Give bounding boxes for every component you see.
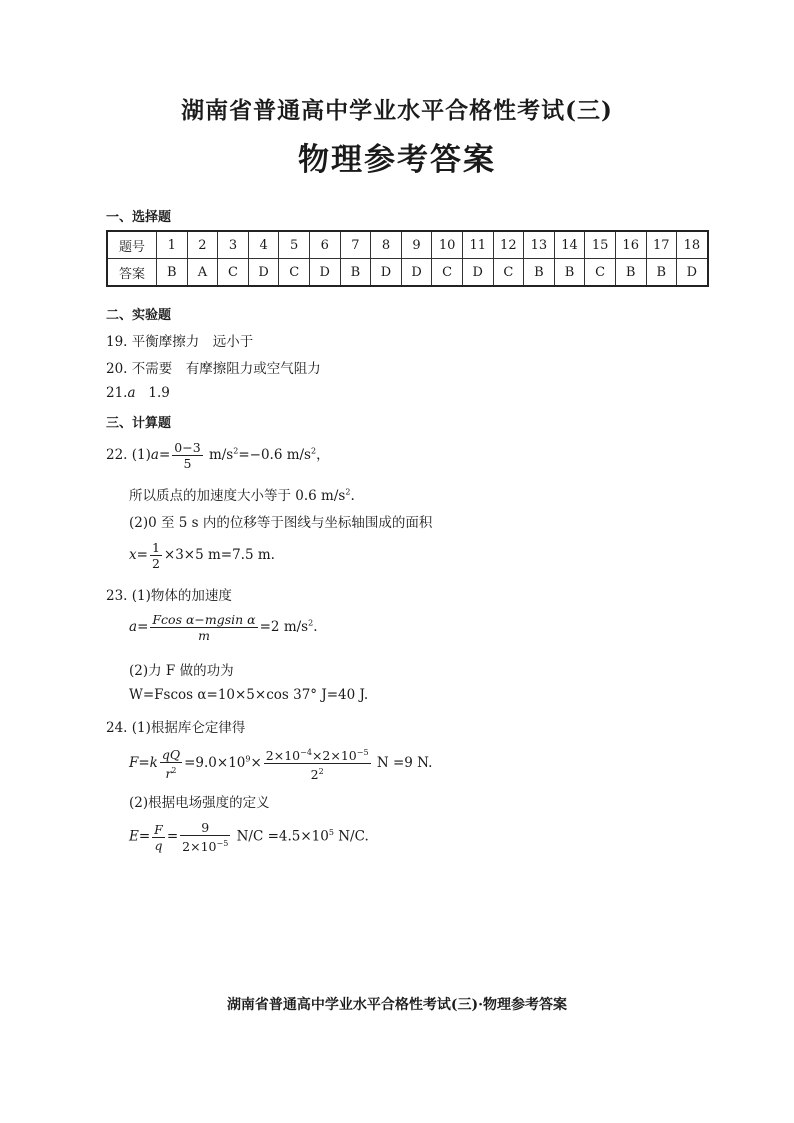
question-number-cell: 13 [524, 231, 555, 259]
q24-e2-den-wrap [180, 836, 230, 854]
question-number-cell: 16 [615, 231, 646, 259]
q24-e-num: F [154, 821, 163, 837]
q23-frac-num: Fcos α−mgsin α [152, 612, 256, 627]
q22-frac-den: 5 [183, 456, 192, 471]
q23-rest-end: . [313, 619, 318, 635]
q22-unit: m/s [204, 447, 234, 463]
q24-exp-m5: −5 [356, 748, 369, 757]
page-footer: 湖南省普通高中学业水平合格性考试(三)·物理参考答案 [226, 997, 568, 1013]
answer-cell: B [524, 259, 555, 287]
q24-frac1 [160, 747, 182, 781]
answer-cell: D [248, 259, 279, 287]
q22-line2-end: . [350, 488, 355, 504]
answer-22-line2 [129, 484, 355, 504]
answer-cell: B [157, 259, 188, 287]
answer-21-variable: a [127, 385, 136, 401]
q24-e-eq: = [166, 828, 179, 845]
q22-x-rest: ×3×5 m=7.5 m. [163, 547, 275, 563]
question-number-cell: 4 [248, 231, 279, 259]
answer-cell: D [309, 259, 340, 287]
q23-fraction [150, 612, 257, 643]
answer-cell: C [218, 259, 249, 287]
section-heading-calculation: 三、计算题 [106, 416, 172, 431]
section-heading-experiment: 二、实验题 [106, 308, 172, 323]
answer-cell: B [554, 259, 585, 287]
answer-23-part2: (2)力 F 做的功为 [129, 663, 234, 679]
question-number-cell: 11 [462, 231, 493, 259]
answer-24-part2: (2)根据电场强度的定义 [129, 795, 270, 811]
question-number-cell: 6 [309, 231, 340, 259]
page-subtitle: 物理参考答案 [298, 142, 496, 178]
q24-f1-num: qQ [161, 746, 181, 762]
question-number-cell: 17 [646, 231, 677, 259]
question-number-cell: 8 [371, 231, 402, 259]
answer-cell: D [401, 259, 432, 287]
q24-exp-m4: −4 [300, 748, 312, 757]
question-number-cell: 14 [554, 231, 585, 259]
question-number-cell: 3 [218, 231, 249, 259]
answer-cell: D [677, 259, 708, 287]
q24-exp9: 9 [245, 754, 251, 764]
q24-e-frac2 [180, 820, 230, 854]
q22-sq-1: 2 [233, 446, 239, 456]
q24-f2-den-wrap [264, 764, 371, 782]
q24-f1-sq: 2 [171, 765, 177, 775]
q24-frac2 [264, 745, 371, 782]
q22-sq-3: 2 [345, 487, 351, 497]
answer-cell: C [279, 259, 310, 287]
q22-eq: = [158, 447, 171, 463]
q22-result: =−0.6 m/s [238, 447, 311, 463]
q22-half-num: 1 [151, 540, 160, 555]
question-number-cell: 12 [493, 231, 524, 259]
answer-21-value: 1.9 [148, 385, 170, 401]
q23-rest: =2 m/s [259, 619, 309, 635]
q22-prefix: 22. (1) [106, 447, 151, 463]
answer-cell: D [371, 259, 402, 287]
q24-times: × [250, 755, 262, 772]
q22-frac-num: 0−3 [174, 440, 201, 455]
q22-x-var: x [129, 547, 137, 563]
question-number-cell: 18 [677, 231, 708, 259]
answer-23-part1: 23. (1)物体的加速度 [106, 588, 232, 604]
q23-eq: = [137, 619, 149, 635]
q23-var: a [129, 619, 138, 635]
q24-exp-m5b: −5 [216, 839, 229, 848]
q22-sq-2: 2 [311, 446, 317, 456]
answer-cell: A [187, 259, 218, 287]
answer-cell: D [462, 259, 493, 287]
table-header-cell: 题号 [107, 231, 157, 259]
q24-f2-sq: 2 [318, 767, 324, 777]
q24-e-den: q [154, 837, 163, 853]
q24-f2-num-a: 2×10 [265, 748, 301, 764]
table-header-cell: 答案 [107, 259, 157, 287]
q24-f1-den-wrap [160, 763, 182, 781]
answer-23-work: W=Fscos α=10×5×cos 37° J=40 J. [129, 687, 369, 703]
answer-cell: C [585, 259, 616, 287]
question-number-cell: 10 [432, 231, 463, 259]
q24-f2-den: 2 [310, 767, 319, 783]
table-row-answers [107, 259, 708, 287]
answer-20: 20. 不需要 有摩擦阻力或空气阻力 [106, 361, 321, 377]
question-number-cell: 15 [585, 231, 616, 259]
q24-e2-den: 2×10 [182, 839, 217, 855]
q24-f1-den: r [165, 765, 172, 781]
question-number-cell: 5 [279, 231, 310, 259]
answer-cell: B [340, 259, 371, 287]
q24-lhs: F=k [129, 755, 158, 772]
q24-e2-num: 9 [180, 820, 230, 836]
answer-22-displacement: x= $\frac{1}{2}$ ×3×5 m=7.5 m. [129, 540, 275, 571]
answer-19: 19. 平衡摩擦力 远小于 [106, 334, 254, 350]
q24-end1: N =9 N. [372, 755, 433, 772]
q24-e-mid: N/C =4.5×10 [232, 828, 329, 845]
question-number-cell: 9 [401, 231, 432, 259]
answer-cell: C [432, 259, 463, 287]
question-number-cell: 1 [157, 231, 188, 259]
q24-e-frac1 [152, 822, 165, 853]
q24-e-lhs: E= [129, 828, 151, 845]
page-title: 湖南省普通高中学业水平合格性考试(三) [181, 97, 613, 124]
answer-22-part2: (2)0 至 5 s 内的位移等于图线与坐标轴围成的面积 [129, 515, 433, 531]
section-heading-choice: 一、选择题 [106, 210, 172, 225]
answer-table [106, 230, 709, 287]
q23-sq: 2 [308, 618, 314, 628]
q24-mid: =9.0×10 [184, 755, 246, 772]
q22-line2: 所以质点的加速度大小等于 0.6 m/s [129, 488, 346, 504]
q24-exp5: 5 [328, 828, 334, 838]
q22-var: a [150, 447, 159, 463]
q24-e-end: N/C. [333, 828, 369, 845]
q22-fraction [172, 440, 202, 471]
q24-f2-num [264, 745, 371, 764]
q22-half-fraction [150, 540, 162, 571]
answer-cell: B [615, 259, 646, 287]
question-number-cell: 7 [340, 231, 371, 259]
answer-22-equation [106, 440, 330, 471]
answer-cell: B [646, 259, 677, 287]
answer-23-equation [129, 612, 318, 643]
table-row-numbers [107, 231, 708, 259]
answer-24-field [129, 820, 369, 854]
answer-24-coulomb [129, 745, 432, 782]
q24-f2-num-b: ×2×10 [311, 748, 357, 764]
q23-frac-den: m [198, 628, 210, 643]
answer-cell: C [493, 259, 524, 287]
answer-21 [106, 385, 170, 401]
q22-half-den: 2 [151, 556, 160, 571]
question-number-cell: 2 [187, 231, 218, 259]
q22-comma: ， [316, 447, 330, 463]
answer-21-prefix: 21. [106, 385, 128, 401]
answer-24-part1: 24. (1)根据库仑定律得 [106, 720, 246, 736]
